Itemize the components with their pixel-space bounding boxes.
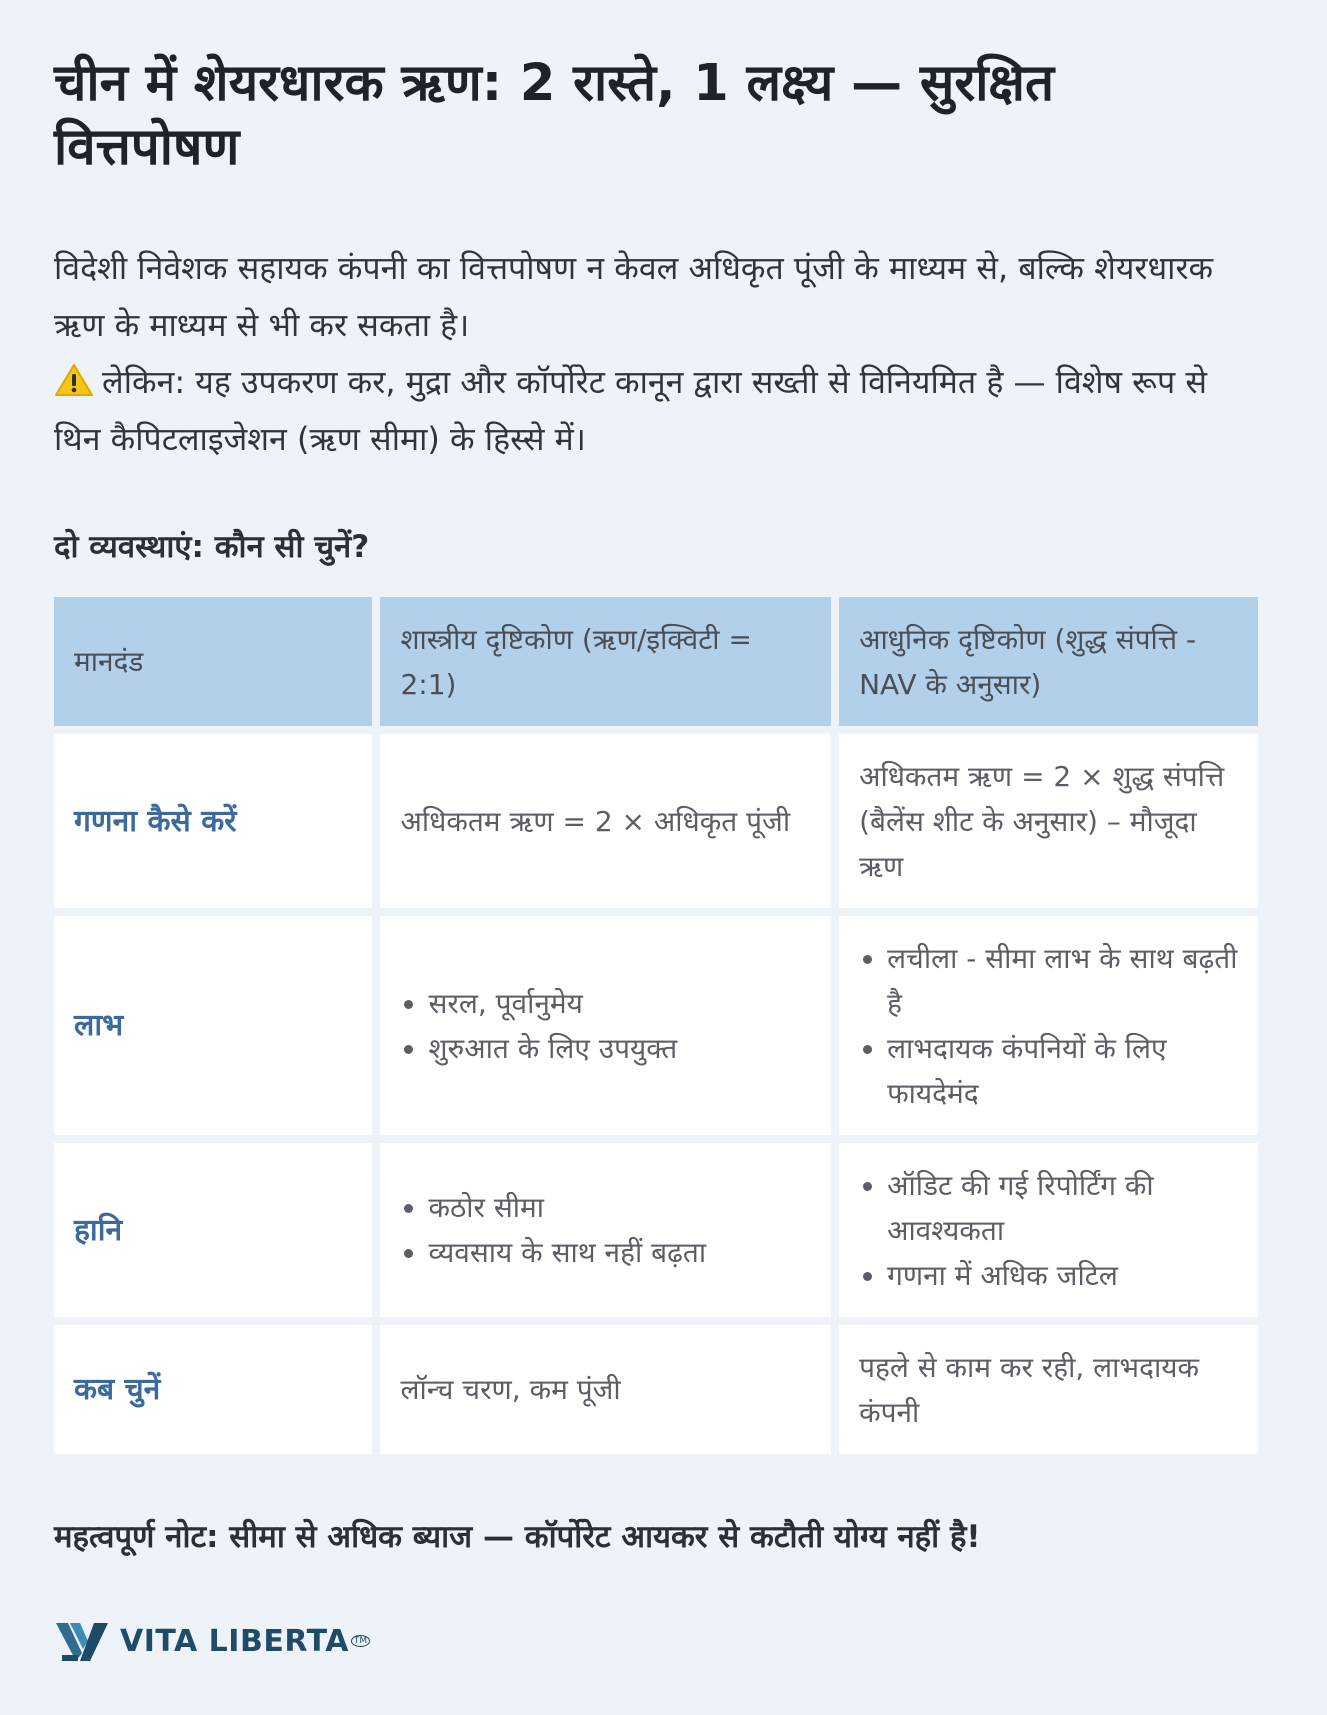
header-criteria: मानदंड: [54, 597, 372, 726]
list-item: • लाभदायक कंपनियों के लिए फायदेमंद: [887, 1026, 1238, 1116]
logo-text: VITA LIBERTA: [120, 1623, 349, 1659]
row-label: लाभ: [54, 916, 372, 1135]
intro: [54, 240, 1254, 468]
logo-mark-icon: [54, 1619, 110, 1663]
cell-modern: पहले से काम कर रही, लाभदायक कंपनी: [839, 1325, 1258, 1454]
header-modern: आधुनिक दृष्टिकोण (शुद्ध संपत्ति - NAV के अनुसार): [839, 597, 1258, 726]
cell-classic: अधिकतम ऋण = 2 × अधिकृत पूंजी: [380, 734, 831, 908]
table-header-row: [54, 597, 1258, 726]
bullet-list: [400, 1185, 811, 1275]
cell-classic: [380, 916, 831, 1135]
list-item: • कठोर सीमा: [428, 1185, 811, 1230]
vita-liberta-logo: [54, 1617, 370, 1665]
table-row: [54, 1143, 1258, 1317]
list-item: • ऑडिट की गई रिपोर्टिंग की आवश्यकता: [887, 1163, 1238, 1253]
important-note: महत्वपूर्ण नोट: सीमा से अधिक ब्याज — कॉर्पोरेट आयकर से कटौती योग्य नहीं है!: [54, 1519, 981, 1555]
row-label: कब चुनें: [54, 1325, 372, 1454]
list-item: • लचीला - सीमा लाभ के साथ बढ़ती है: [887, 936, 1238, 1026]
row-label: गणना कैसे करें: [54, 734, 372, 908]
list-item: • शुरुआत के लिए उपयुक्त: [428, 1026, 811, 1071]
cell-classic: लॉन्च चरण, कम पूंजी: [380, 1325, 831, 1454]
table-row: [54, 916, 1258, 1135]
intro-warning: [54, 354, 1254, 468]
intro-text: विदेशी निवेशक सहायक कंपनी का वित्तपोषण न केवल अधिकृत पूंजी के माध्यम से, बल्कि शेयरधारक ऋण के माध्यम से भी कर सकता है।: [54, 249, 1214, 344]
header-classic: शास्त्रीय दृष्टिकोण (ऋण/इक्विटी = 2:1): [380, 597, 831, 726]
warning-icon: [54, 363, 94, 397]
trademark-mark: TM: [351, 1635, 370, 1647]
list-item: • सरल, पूर्वानुमेय: [428, 981, 811, 1026]
list-item: • व्यवसाय के साथ नहीं बढ़ता: [428, 1230, 811, 1275]
section-title: दो व्यवस्थाएं: कौन सी चुनें?: [54, 529, 370, 565]
list-item: • गणना में अधिक जटिल: [887, 1253, 1238, 1298]
intro-warning-text: लेकिन: यह उपकरण कर, मुद्रा और कॉर्पोरेट कानून द्वारा सख्ती से विनियमित है — विशेष रूप से थिन कैपिटलाइजेशन (ऋण सीमा) के हिस्से में।: [54, 363, 1208, 458]
bullet-list: [859, 936, 1238, 1116]
row-label: हानि: [54, 1143, 372, 1317]
cell-modern: अधिकतम ऋण = 2 × शुद्ध संपत्ति (बैलेंस शीट के अनुसार) – मौजूदा ऋण: [839, 734, 1258, 908]
table-row: [54, 1325, 1258, 1454]
cell-modern: [839, 916, 1258, 1135]
bullet-list: [400, 981, 811, 1071]
bullet-list: [859, 1163, 1238, 1298]
comparison-table: [46, 589, 1266, 1462]
cell-modern: [839, 1143, 1258, 1317]
cell-classic: [380, 1143, 831, 1317]
table-row: [54, 734, 1258, 908]
page-title: चीन में शेयरधारक ऋण: 2 रास्ते, 1 लक्ष्य — सुरक्षित वित्तपोषण: [54, 54, 1055, 177]
